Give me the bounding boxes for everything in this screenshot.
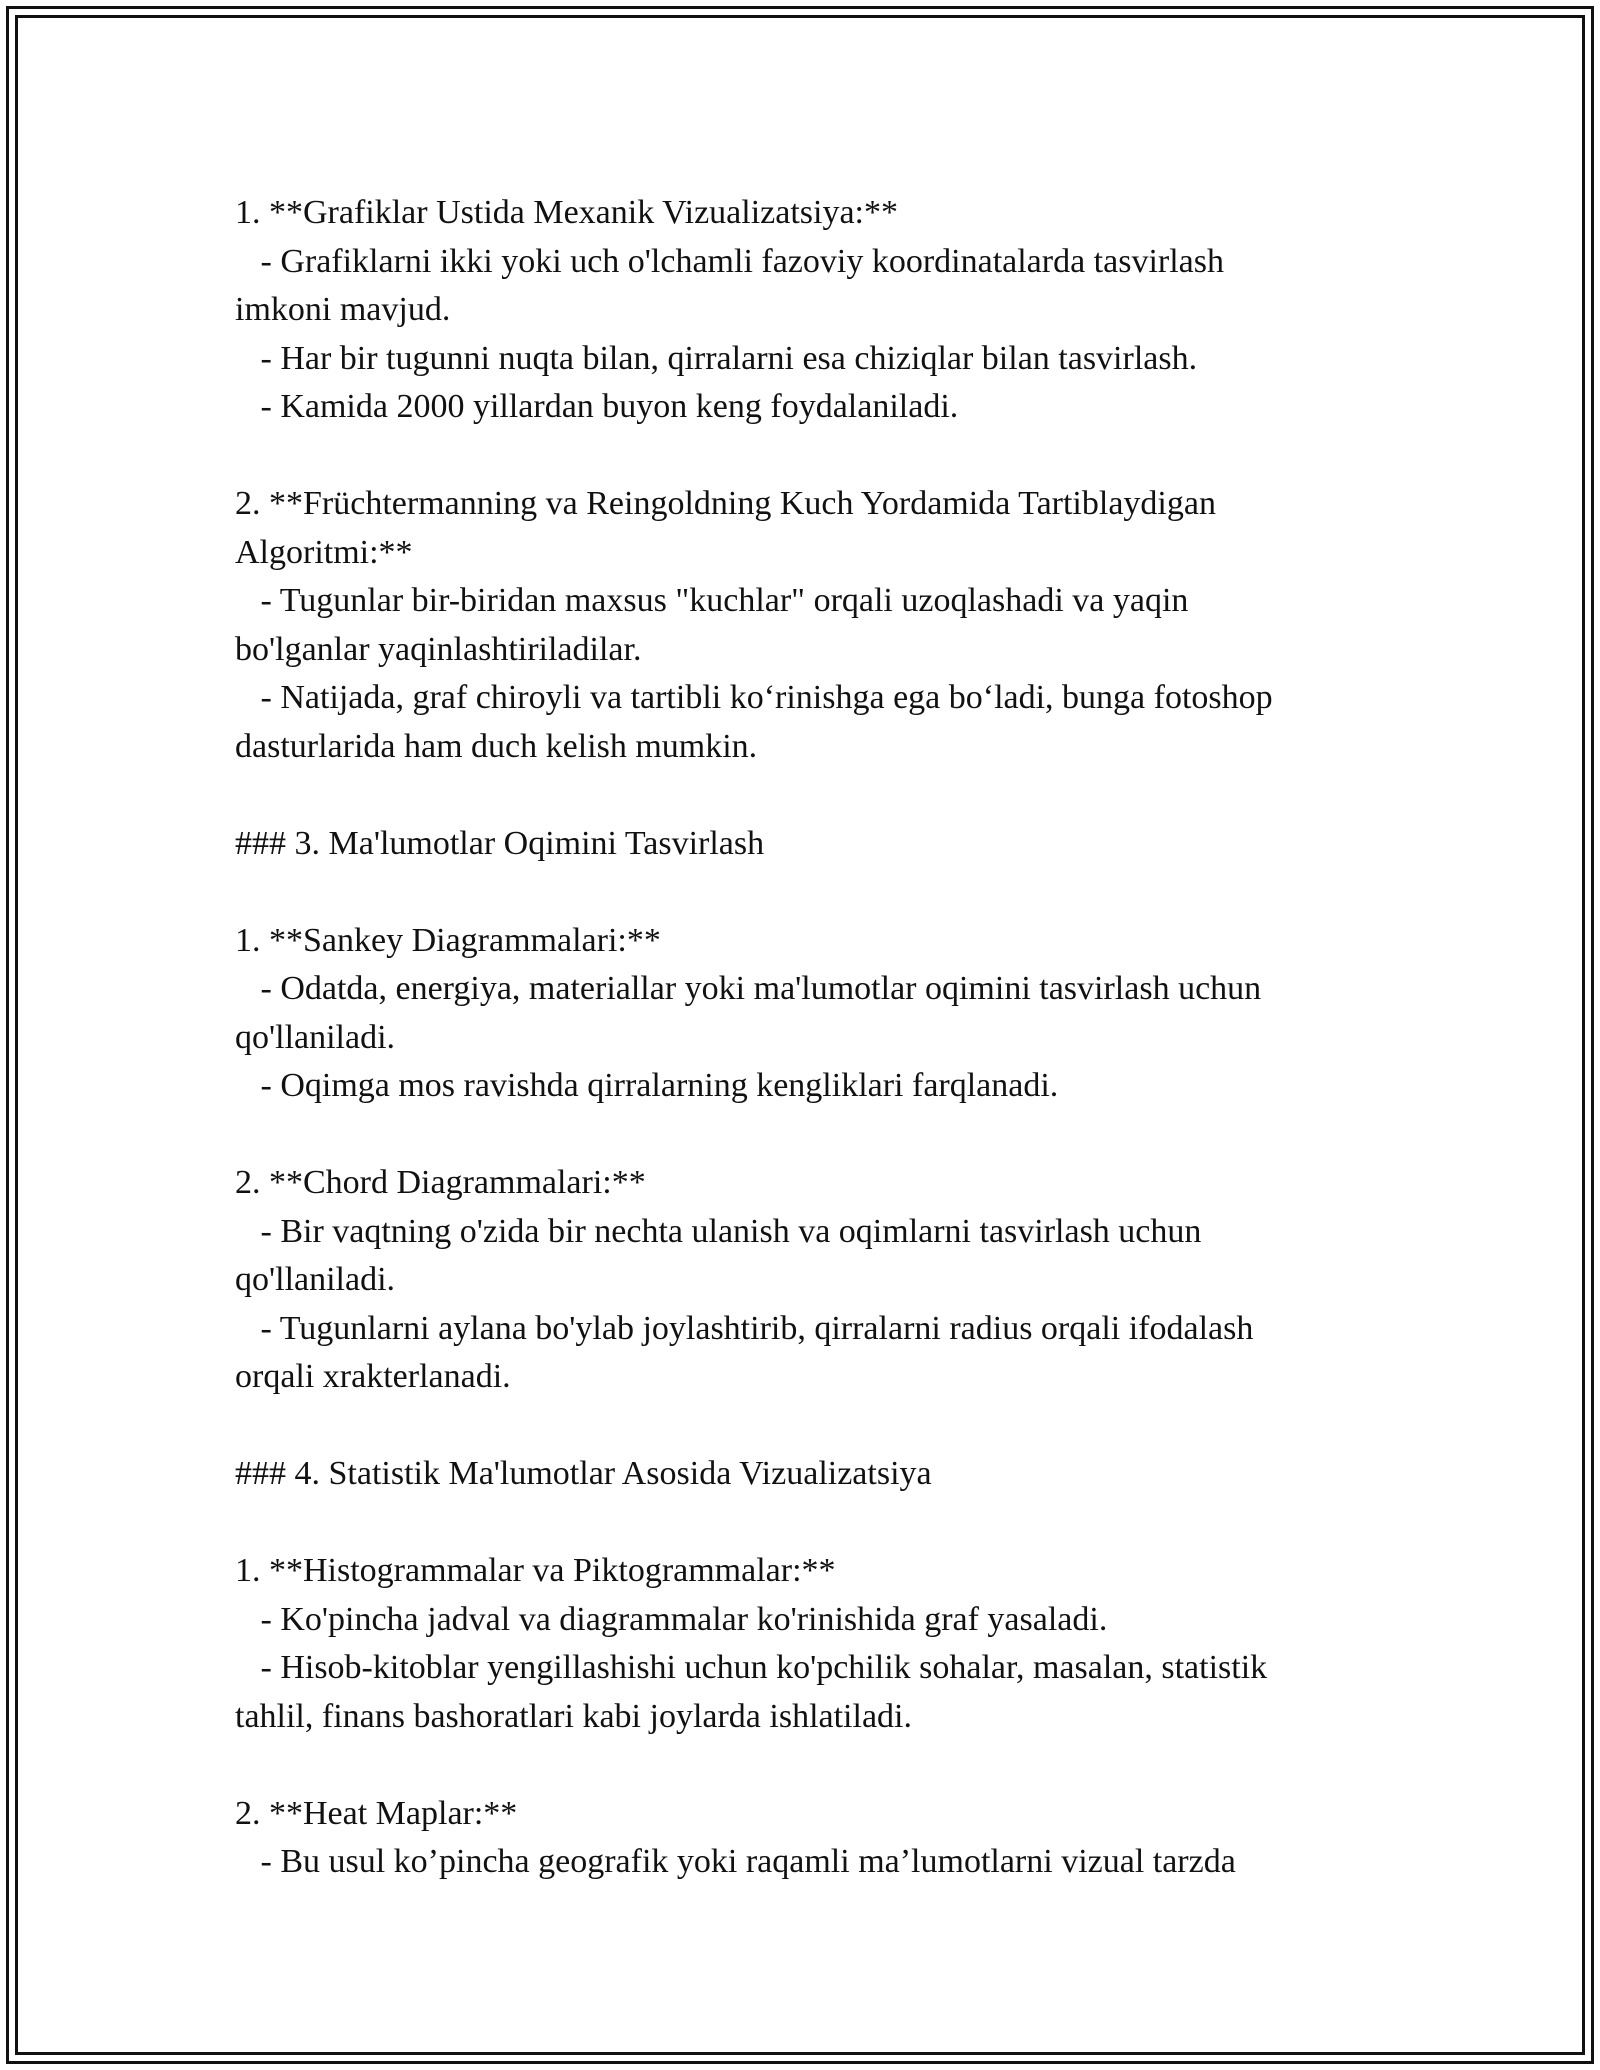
blank-line <box>235 432 1365 481</box>
document-body <box>235 189 1365 1887</box>
blank-line <box>235 1402 1365 1451</box>
text-line: - Tugunlarni aylana bo'ylab joylashtirib, qirralarni radius orqali ifodalash <box>235 1309 1254 1347</box>
text-line: - Bir vaqtning o'zida bir nechta ulanish va oqimlarni tasvirlash uchun <box>235 1212 1202 1250</box>
blank-line <box>235 771 1365 820</box>
text-line: - Grafiklarni ikki yoki uch o'lchamli fazoviy koordinatalarda tasvirlash <box>235 242 1224 280</box>
text-line: - Oqimga mos ravishda qirralarning kengliklari farqlanadi. <box>235 1067 1059 1104</box>
text-line: - Har bir tugunni nuqta bilan, qirralarni esa chiziqlar bilan tasvirlash. <box>235 339 1198 377</box>
text-line: - Tugunlar bir-biridan maxsus "kuchlar" orqali uzoqlashadi va yaqin <box>235 582 1189 619</box>
text-line: dasturlarida ham duch kelish mumkin. <box>235 727 758 765</box>
text-line: - Hisob-kitoblar yengillashishi uchun ko'pchilik sohalar, masalan, statistik <box>235 1649 1268 1686</box>
text-line: 1. **Sankey Diagrammalari:** <box>235 921 661 959</box>
text-line: qo'llaniladi. <box>235 1018 396 1056</box>
text-line: 1. **Histogrammalar va Piktogrammalar:** <box>235 1552 836 1589</box>
text-line: 1. **Grafiklar Ustida Mexanik Vizualizatsiya:** <box>235 194 898 231</box>
text-line: 2. **Heat Maplar:** <box>235 1794 518 1832</box>
text-line: - Kamida 2000 yillardan buyon keng foydalaniladi. <box>235 388 959 425</box>
blank-line <box>235 1111 1365 1160</box>
blank-line <box>235 1741 1365 1790</box>
text-line: - Odatda, energiya, materiallar yoki ma'lumotlar oqimini tasvirlash uchun <box>235 970 1262 1007</box>
blank-line <box>235 868 1365 917</box>
text-line: tahlil, finans bashoratlari kabi joylarda ishlatiladi. <box>235 1697 912 1735</box>
text-line: 2. **Früchtermanning va Reingoldning Kuch Yordamida Tartiblaydigan <box>235 485 1216 522</box>
text-line: - Natijada, graf chiroyli va tartibli ko‘rinishga ega bo‘ladi, bunga fotoshop <box>235 679 1273 716</box>
text-line: orqali xrakterlanadi. <box>235 1358 511 1395</box>
text-line: bo'lganlar yaqinlashtiriladilar. <box>235 630 642 668</box>
text-line: - Ko'pincha jadval va diagrammalar ko'rinishida graf yasaladi. <box>235 1600 1108 1638</box>
blank-line <box>235 1499 1365 1548</box>
text-line: qo'llaniladi. <box>235 1261 396 1298</box>
text-line: Algoritmi:** <box>235 533 413 571</box>
section-heading: ### 4. Statistik Ma'lumotlar Asosida Vizualizatsiya <box>235 1455 932 1492</box>
section-heading: ### 3. Ma'lumotlar Oqimini Tasvirlash <box>235 824 765 862</box>
text-line: imkoni mavjud. <box>235 291 451 328</box>
text-line: 2. **Chord Diagrammalari:** <box>235 1164 646 1201</box>
text-line: - Bu usul ko’pincha geografik yoki raqamli ma’lumotlarni vizual tarzda <box>235 1843 1236 1880</box>
